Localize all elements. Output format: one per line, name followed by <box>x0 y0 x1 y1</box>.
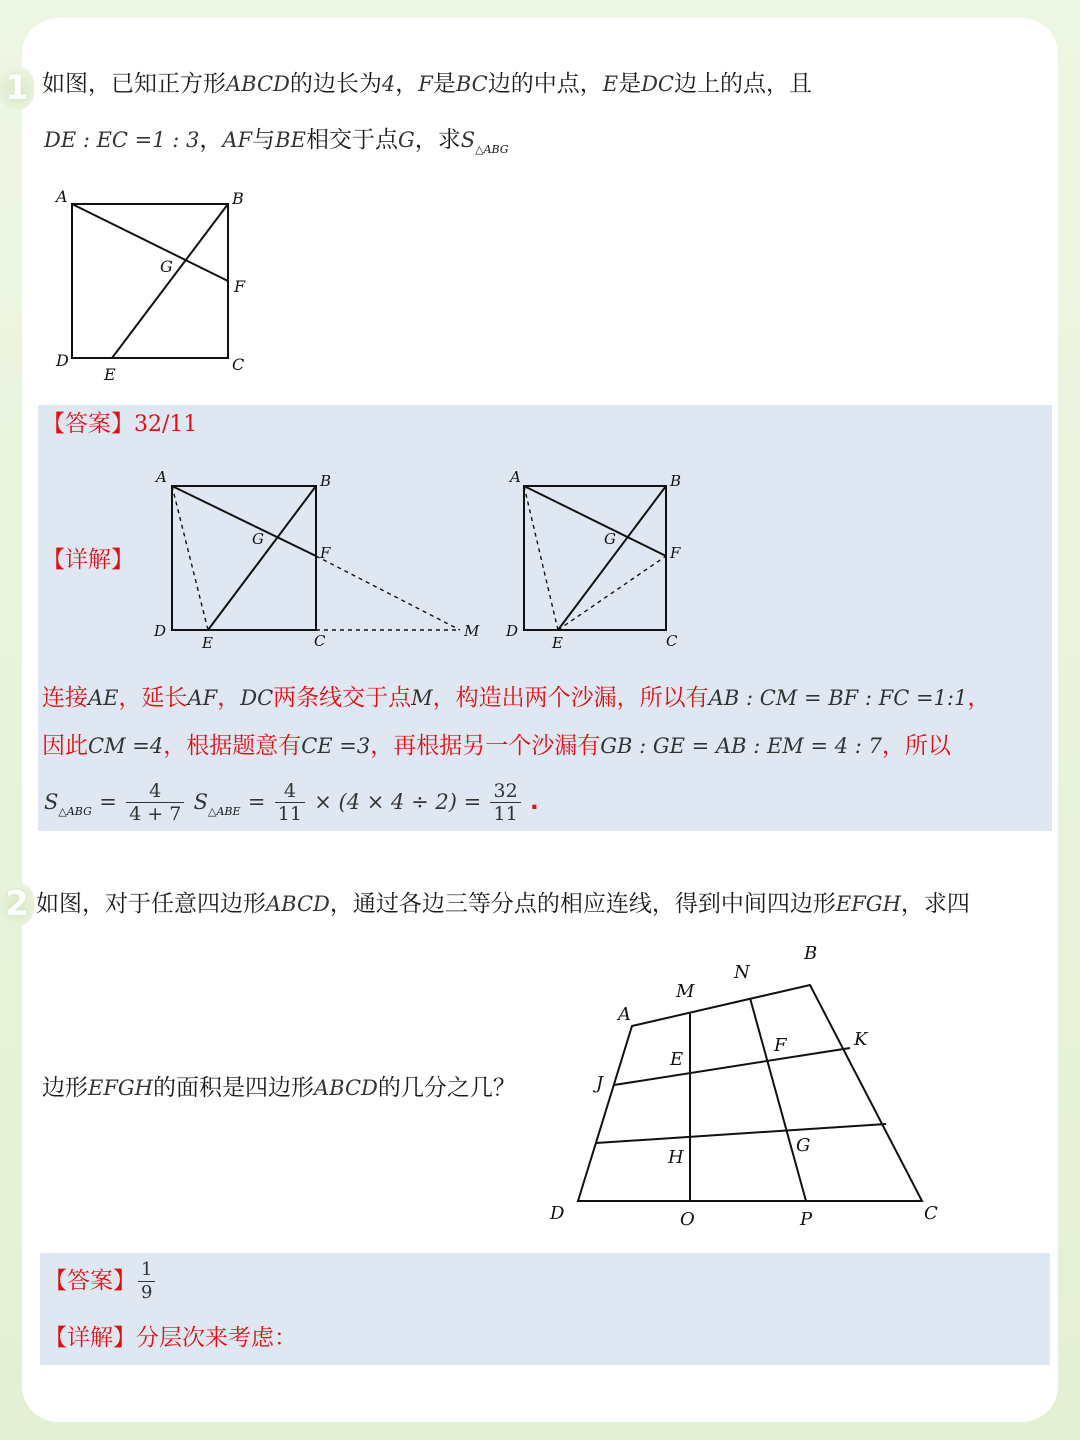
answer-value: 32/11 <box>134 412 198 437</box>
label-G: G <box>160 257 173 276</box>
problem-number-2: 2 <box>0 882 34 926</box>
label-D: D <box>550 1203 565 1224</box>
frac-den: 11 <box>493 803 518 825</box>
problem1-line1 <box>42 68 812 100</box>
fraction-32-over-11 <box>490 780 520 825</box>
answer2-line <box>44 1256 157 1306</box>
answer2-detail <box>44 1322 297 1354</box>
exp-var: M <box>411 686 433 710</box>
eq-symbol: S <box>193 790 208 814</box>
label-F: F <box>320 544 331 562</box>
label-A: A <box>156 468 167 486</box>
label-F: F <box>234 277 246 296</box>
p1-text: 如图，已知正方形 <box>42 71 226 97</box>
p1-text: 是 <box>618 71 642 97</box>
label-B: B <box>670 472 682 490</box>
p2-var: EFGH <box>88 1076 153 1100</box>
label-C: C <box>232 355 245 374</box>
exp-text: ，所以 <box>881 733 951 759</box>
frac-num: 1 <box>138 1259 155 1282</box>
detail-tag-2: 【详解】 <box>44 1325 136 1351</box>
exp-text: ，根据题意有 <box>163 733 302 759</box>
p1-ratio: DE : EC =1 : 3 <box>44 128 200 152</box>
p1-text: ， <box>199 127 223 153</box>
p1-text: 与 <box>252 127 276 153</box>
p2-text: 的面积是四边形 <box>153 1075 314 1101</box>
exp-ratio: AB : CM = BF : FC =1:1 <box>708 686 968 710</box>
frac-num: 32 <box>490 780 520 803</box>
label-D: D <box>506 622 519 640</box>
p1-area-subscript: △ABG <box>475 143 509 156</box>
p1-var: BE <box>275 128 306 152</box>
problem2-line1 <box>36 888 970 920</box>
eq-sign: = <box>247 790 266 814</box>
p1-var: ABCD <box>226 72 290 96</box>
p1-text: 的边长为 <box>289 71 382 97</box>
answer-tag: 【答案】 <box>44 1268 136 1294</box>
label-A: A <box>56 187 68 206</box>
answer-fraction <box>138 1259 155 1304</box>
label-P: P <box>800 1209 813 1230</box>
label-G: G <box>252 530 264 548</box>
exp-text: 连接 <box>42 685 88 711</box>
exp-text: ， <box>967 685 991 711</box>
label-D: D <box>56 351 69 370</box>
area-equation <box>44 774 539 830</box>
p1-text: ， <box>395 71 419 97</box>
label-D: D <box>154 622 167 640</box>
p2-text: 的几分之几？ <box>377 1075 516 1101</box>
p1-text: ，求 <box>414 127 461 153</box>
answer1-figure-right <box>500 464 700 659</box>
p2-text: ，求四 <box>900 891 970 917</box>
exp-var: CE =3 <box>301 734 371 758</box>
p1-var: AF <box>222 128 253 152</box>
problem1-line2 <box>44 124 509 166</box>
p2-text: ，通过各边三等分点的相应连线，得到中间四边形 <box>329 891 836 917</box>
exp-text: 因此 <box>42 733 88 759</box>
eq-subscript: △ABE <box>208 805 241 818</box>
label-A: A <box>618 1004 631 1025</box>
label-F: F <box>670 544 681 562</box>
p1-var: G <box>397 128 415 152</box>
p1-var: 4 <box>381 72 396 96</box>
p1-var: BC <box>455 72 488 96</box>
problem2-quadrilateral-figure <box>540 935 960 1235</box>
frac-den: 4 + 7 <box>129 803 182 825</box>
label-E: E <box>202 634 213 652</box>
detail-text: 分层次来考虑： <box>136 1325 297 1351</box>
p2-var: EFGH <box>835 892 901 916</box>
exp-text: 两条线交于点 <box>273 685 412 711</box>
label-M: M <box>464 622 480 640</box>
frac-num: 4 <box>275 780 305 803</box>
fraction-4-over-11 <box>275 780 305 825</box>
explanation-line-1 <box>42 682 990 714</box>
problem-number-1: 1 <box>0 66 34 110</box>
eq-period: . <box>529 789 539 815</box>
label-E: E <box>552 634 563 652</box>
label-C: C <box>666 632 678 650</box>
label-B: B <box>320 472 332 490</box>
problem1-square-figure <box>40 180 280 390</box>
exp-text: ，构造出两个沙漏，所以有 <box>432 685 709 711</box>
eq-sign: = <box>99 790 117 814</box>
exp-text: ，再根据另一个沙漏有 <box>370 733 601 759</box>
label-B: B <box>804 943 818 964</box>
eq-symbol: S <box>44 790 59 814</box>
exp-var: DC <box>240 686 274 710</box>
label-C: C <box>314 632 326 650</box>
exp-text: ， <box>217 685 241 711</box>
exp-var: CM =4 <box>88 734 164 758</box>
p1-var: E <box>602 72 619 96</box>
exp-var: AE <box>88 686 119 710</box>
problem2-line2 <box>42 1072 516 1104</box>
answer1-figure-left <box>148 464 498 659</box>
p1-area-symbol: S <box>460 128 476 152</box>
frac-den: 9 <box>141 1282 153 1303</box>
p2-text: 如图，对于任意四边形 <box>36 891 266 917</box>
label-J: J <box>596 1073 604 1094</box>
label-E: E <box>104 365 116 384</box>
eq-subscript: △ABG <box>58 805 92 818</box>
fraction-4-over-4plus7 <box>126 780 184 825</box>
label-O: O <box>680 1209 695 1230</box>
exp-var: AF <box>187 686 218 710</box>
explanation-line-2 <box>42 730 951 762</box>
label-C: C <box>924 1203 938 1224</box>
p2-var: ABCD <box>314 1076 378 1100</box>
p1-text: 相交于点 <box>305 127 398 153</box>
label-B: B <box>232 189 244 208</box>
label-N: N <box>734 962 750 983</box>
eq-expression: × (4 × 4 ÷ 2) = <box>314 790 482 814</box>
exp-text: ，延长 <box>118 685 188 711</box>
label-M: M <box>676 981 695 1002</box>
label-E: E <box>670 1049 684 1070</box>
p1-text: 是 <box>432 71 456 97</box>
label-A: A <box>510 468 521 486</box>
label-F: F <box>774 1035 787 1056</box>
p1-var: F <box>418 72 433 96</box>
frac-num: 4 <box>126 780 184 803</box>
answer-tag: 【答案】 <box>42 411 134 437</box>
label-G: G <box>604 530 616 548</box>
p1-text: 边的中点， <box>487 71 603 97</box>
p2-var: ABCD <box>266 892 330 916</box>
detail-tag-1: 【详解】 <box>42 547 134 573</box>
answer1-line <box>42 408 197 441</box>
label-H: H <box>668 1147 684 1168</box>
frac-den: 11 <box>277 803 302 825</box>
exp-ratio: GB : GE = AB : EM = 4 : 7 <box>600 734 882 758</box>
label-K: K <box>854 1029 868 1050</box>
p2-text: 边形 <box>42 1075 88 1101</box>
p1-var: DC <box>641 72 674 96</box>
p1-text: 边上的点，且 <box>674 71 812 97</box>
label-G: G <box>796 1135 811 1156</box>
